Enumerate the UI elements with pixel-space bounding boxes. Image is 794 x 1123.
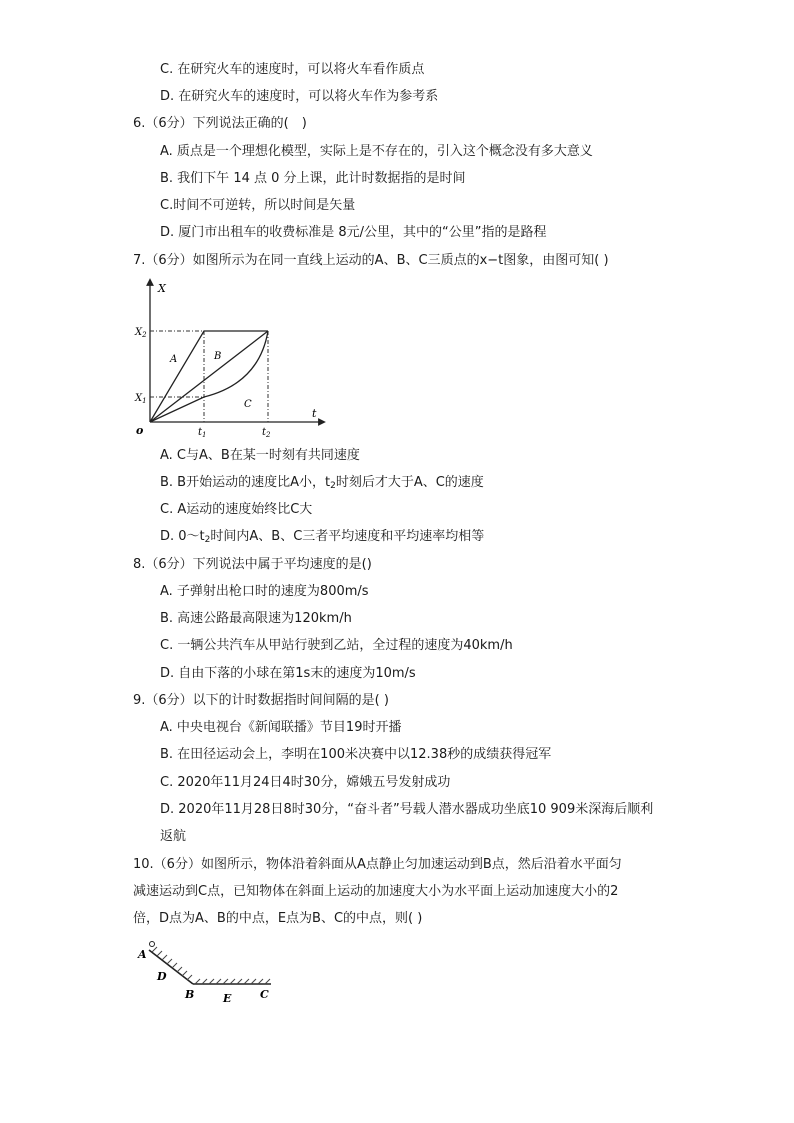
origin-label: o <box>136 424 144 437</box>
q7-xt-graph <box>130 276 330 438</box>
q6-option-d: D. 厦门市出租车的收费标准是 8元/公里，其中的“公里”指的是路程 <box>160 225 547 240</box>
q7-option-a: A. C与A、B在某一时刻有共同速度 <box>160 448 360 463</box>
question-7-stem: 7.（6分）如图所示为在同一直线上运动的A、B、C三质点的x−t图象，由图可知( ) <box>133 253 609 268</box>
incline-surface <box>149 950 193 984</box>
q5-option-c: C. 在研究火车的速度时，可以将火车看作质点 <box>160 62 425 77</box>
question-8-stem: 8.（6分）下列说法中属于平均速度的是() <box>133 557 372 572</box>
q7-option-d: D. $0\sim t_2$时间内A、B、C三者平均速度和平均速率均相等 <box>160 529 485 545</box>
point-e-label: E <box>223 992 232 1005</box>
curve-a-label: A <box>170 354 178 365</box>
q6-option-b: B. 我们下午 14 点 0 分上课，此计时数据指的是时间 <box>160 171 466 186</box>
q8-option-d: D. 自由下落的小球在第1s末的速度为10m/s <box>160 666 416 681</box>
question-10-stem-line-1: 10.（6分）如图所示，物体沿着斜面从A点静止匀加速运动到B点，然后沿着水平面匀 <box>133 857 622 872</box>
x2-label: $X_2$ <box>135 327 147 339</box>
curve-c-label: C <box>244 399 252 410</box>
q9-option-a: A. 中央电视台《新闻联播》节目19时开播 <box>160 720 402 735</box>
q8-option-b: B. 高速公路最高限速为120km/h <box>160 611 352 626</box>
q8-option-a: A. 子弹射出枪口时的速度为800m/s <box>160 584 369 599</box>
q8-option-c: C. 一辆公共汽车从甲站行驶到乙站，全过程的速度为40km/h <box>160 638 513 653</box>
object <box>150 942 155 947</box>
x-axis-label: t <box>312 407 317 420</box>
question-10-stem-line-2: 减速运动到C点，已知物体在斜面上运动的加速度大小为水平面上运动加速度大小的2 <box>133 884 619 899</box>
q9-option-d: D. 2020年11月28日8时30分，“奋斗者”号载人潜水器成功坐底10 909米深海后顺利 <box>160 802 654 817</box>
q7-option-c: C. A运动的速度始终比C大 <box>160 502 313 517</box>
q7-option-b: B. B开始运动的速度比A小，$t_2$时刻后才大于A、C的速度 <box>160 475 484 491</box>
point-d-label: D <box>157 970 167 983</box>
t2-label: $t_2$ <box>262 427 271 438</box>
t1-label: $t_1$ <box>198 427 207 438</box>
q9-option-d-continued: 返航 <box>160 829 187 844</box>
q9-option-b: B. 在田径运动会上，李明在100米决赛中以12.38秒的成绩获得冠军 <box>160 747 552 762</box>
q5-option-d: D. 在研究火车的速度时，可以将火车作为参考系 <box>160 89 439 104</box>
point-a-label: A <box>138 948 147 961</box>
question-10-stem-line-3: 倍，D点为A、B的中点，E点为B、C的中点，则( ) <box>133 911 423 926</box>
point-b-label: B <box>185 988 195 1001</box>
y-axis-label: X <box>158 282 166 295</box>
curve-b-label: B <box>214 351 222 362</box>
question-6-stem: 6.（6分）下列说法正确的( ) <box>133 116 307 131</box>
q9-option-c: C. 2020年11月24日4时30分，嫦娥五号发射成功 <box>160 775 451 790</box>
question-9-stem: 9.（6分）以下的计时数据指时间间隔的是( ) <box>133 693 389 708</box>
q6-option-c: C.时间不可逆转，所以时间是矢量 <box>160 198 356 213</box>
point-c-label: C <box>260 988 269 1001</box>
q6-option-a: A. 质点是一个理想化模型，实际上是不存在的，引入这个概念没有多大意义 <box>160 144 593 159</box>
q10-incline-figure <box>135 938 280 1006</box>
x1-label: $X_1$ <box>135 393 147 405</box>
